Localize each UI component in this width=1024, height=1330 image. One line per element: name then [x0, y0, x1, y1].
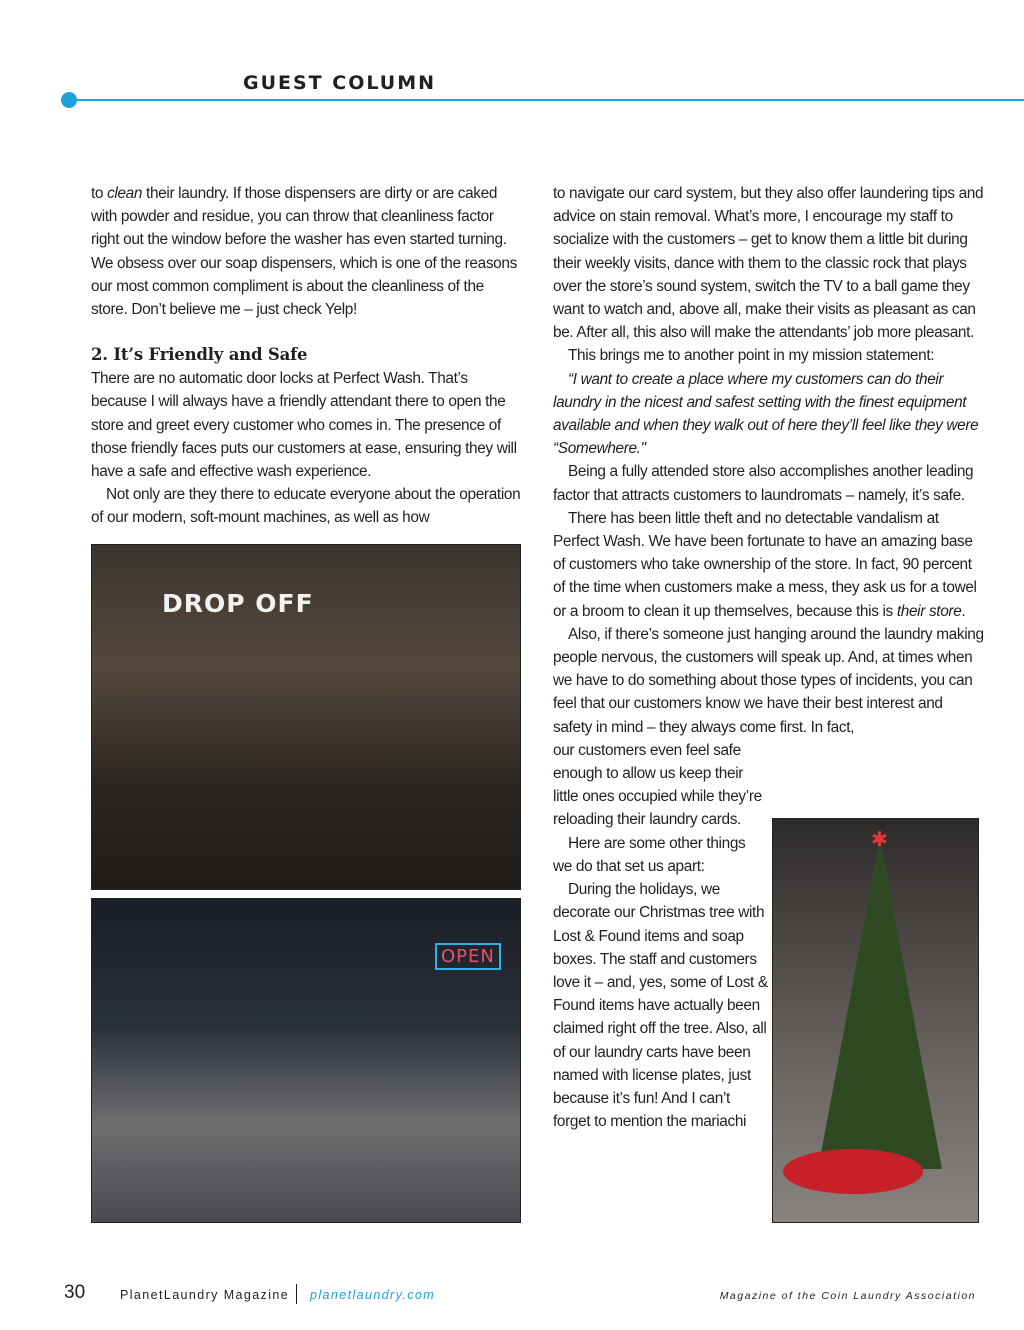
paragraph: Being a fully attended store also accomplishes another leading factor that attracts customers to laundromats – namely, it’s safe. [553, 463, 974, 504]
drop-off-sign: DROP OFF [162, 589, 314, 618]
footer-divider [296, 1284, 297, 1304]
intro-paragraph: to clean their laundry. If those dispensers are dirty or are caked with powder and residue, you can throw that cleanliness factor right out the window before the washer has even started turning. We obsess over our soap dispensers, which is one of the reasons our most common compliment is about the cleanliness of the store. Don’t believe me – just check Yelp! [91, 185, 517, 319]
wrapped-text [553, 739, 768, 1133]
page-number: 30 [64, 1282, 86, 1303]
section-heading: 2. It’s Friendly and Safe [91, 345, 308, 365]
paragraph: Not only are they there to educate everyone about the operation of our modern, soft-mount machines, as well as how [91, 486, 521, 527]
association-tagline: Magazine of the Coin Laundry Association [719, 1290, 976, 1302]
mission-quote: “I want to create a place where my customers can do their laundry in the nicest and safest setting with the finest equipment available and when they walk out of here they’ll feel like they were “Somewhere." [553, 370, 979, 458]
website-link[interactable]: planetlaundry.com [310, 1288, 436, 1302]
paragraph: There has been little theft and no detectable vandalism at Perfect Wash. We have been fortunate to have an amazing base of customers who take ownership of the store. In fact, 90 percent of the time when customers make a mess, they ask us for a towel or a broom to clean it up themselves, because this is their store. [553, 509, 977, 620]
tree-skirt [783, 1149, 923, 1194]
mariachi-photo [91, 544, 521, 890]
paragraph: our customers even feel safe enough to allow us keep their little ones occupied while they’re reloading their laundry cards. [553, 741, 762, 829]
left-column [91, 182, 521, 530]
section-title: GUEST COLUMN [243, 72, 437, 94]
tree-topper-icon: ✱ [871, 829, 888, 851]
tree-shape [818, 839, 942, 1169]
christmas-tree-photo [772, 818, 979, 1223]
paragraph: Also, if there’s someone just hanging around the laundry making people nervous, the customers will speak up. And, at times when we have to do something about those types of incidents, you can feel that our customers know we have their best interest and safety in mind – they always come first. In fact, [553, 625, 984, 736]
paragraph: to navigate our card system, but they also offer laundering tips and advice on stain removal. What’s more, I encourage my staff to socialize with the customers – get to know them a little bit during their weekly visits, dance with them to the classic rock that plays over the store’s sound system, switch the TV to a ball game they want to watch and, above all, make their visits as pleasant as can be. After all, this also will make the attendants’ job more pleasant. [553, 185, 984, 342]
paragraph: There are no automatic door locks at Perfect Wash. That’s because I will always have a friendly attendant there to open the store and greet every customer who comes in. The presence of those friendly faces puts our customers at ease, ensuring they will have a safe and effective wash experience. [91, 370, 517, 481]
ribbon-cutting-photo [91, 898, 521, 1223]
header-rule [68, 99, 1024, 101]
paragraph: This brings me to another point in my mission statement: [568, 347, 935, 365]
magazine-name: PlanetLaundry Magazine [120, 1288, 290, 1302]
open-sign: OPEN [435, 943, 501, 970]
paragraph: Here are some other things we do that set us apart: [553, 834, 746, 875]
paragraph: During the holidays, we decorate our Christmas tree with Lost & Found items and soap boxes. The staff and customers love it – and, yes, some of Lost & Found items have actually been claimed right off the tree. Also, all of our laundry carts have been named with license plates, just because it’s fun! And I can’t forget to mention the mariachi [553, 881, 768, 1131]
